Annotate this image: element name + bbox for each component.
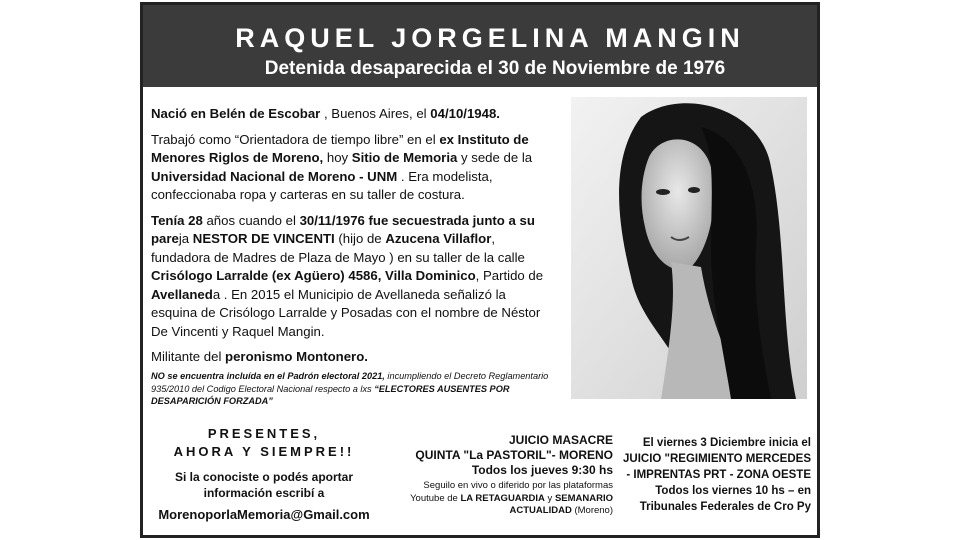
- electoral-note: NO se encuentra incluída en el Padrón electoral 2021, incumpliendo el Decreto Reglamentario 935/2010 del Codigo Electoral Nacional respecto a lxs “ELECTORES AUSENTES POR DESAPARICIÓN FORZADA”: [151, 371, 549, 406]
- bio-work: Trabajó como “Orientadora de tiempo libre” en el ex Instituto de Menores Riglos de Moreno, hoy Sitio de Memoria y sede de la Universidad Nacional de Moreno - UNM . Era modelista, confeccionaba ropa y carteras en su taller de costura.: [151, 131, 533, 202]
- biography: [151, 105, 551, 374]
- juicio-title-1: JUICIO MASACRE: [508, 433, 613, 447]
- presentes-line-1: PRESENTES,: [207, 426, 321, 441]
- bio-kidnapping: Tenía 28 años cuando el 30/11/1976 fue secuestrada junto a su pareja NESTOR DE VINCENTI (hijo de Azucena Villaflor, fundadora de Madres de Plaza de Mayo ) en su taller de la calle Crisólogo Larralde (ex Agüero) 4586, Villa Dominico, Partido de Avellaneda . En 2015 el Municipio de Avellaneda señalizó la esquina de Crisólogo Larralde y Posadas con el nombre de Néstor De Vincenti y Raquel Mangin.: [151, 212, 544, 339]
- disappearance-date: Detenida desaparecida el 30 de Noviembre de 1976: [264, 58, 726, 79]
- bio-militancy: Militante del peronismo Montonero.: [151, 349, 368, 364]
- memorial-slide: [140, 2, 820, 538]
- juicio-title-2: QUINTA "La PASTORIL"- MORENO: [415, 448, 613, 462]
- bio-birth: Nació en Belén de Escobar , Buenos Aires, el 04/10/1948.: [151, 106, 500, 121]
- contact-info: Si la conociste o podés aportar información escribí a: [174, 470, 354, 500]
- juicio-streaming: Seguilo en vivo o diferido por las plataformas Youtube de LA RETAGUARDIA y SEMANARIO ACTUALIDAD (Moreno): [410, 480, 613, 516]
- juicio-mercedes-block: El viernes 3 Diciembre inicia el JUICIO "REGIMIENTO MERCEDES - IMPRENTAS PRT - ZONA OESTE Todos los viernes 10 hs – en Tribunales Federales de Cro Py: [623, 437, 811, 513]
- presentes-line-2: AHORA Y SIEMPRE!!: [173, 444, 355, 459]
- contact-email[interactable]: MorenoporlaMemoria@Gmail.com: [158, 507, 370, 522]
- juicio-schedule: Todos los jueves 9:30 hs: [471, 463, 613, 477]
- presentes-block: [151, 425, 377, 522]
- juicio-masacre-block: [401, 433, 613, 518]
- person-name: RAQUEL JORGELINA MANGIN: [235, 23, 745, 53]
- portrait-image: [571, 97, 807, 399]
- portrait-photo: [571, 97, 807, 399]
- header-banner: [143, 5, 817, 87]
